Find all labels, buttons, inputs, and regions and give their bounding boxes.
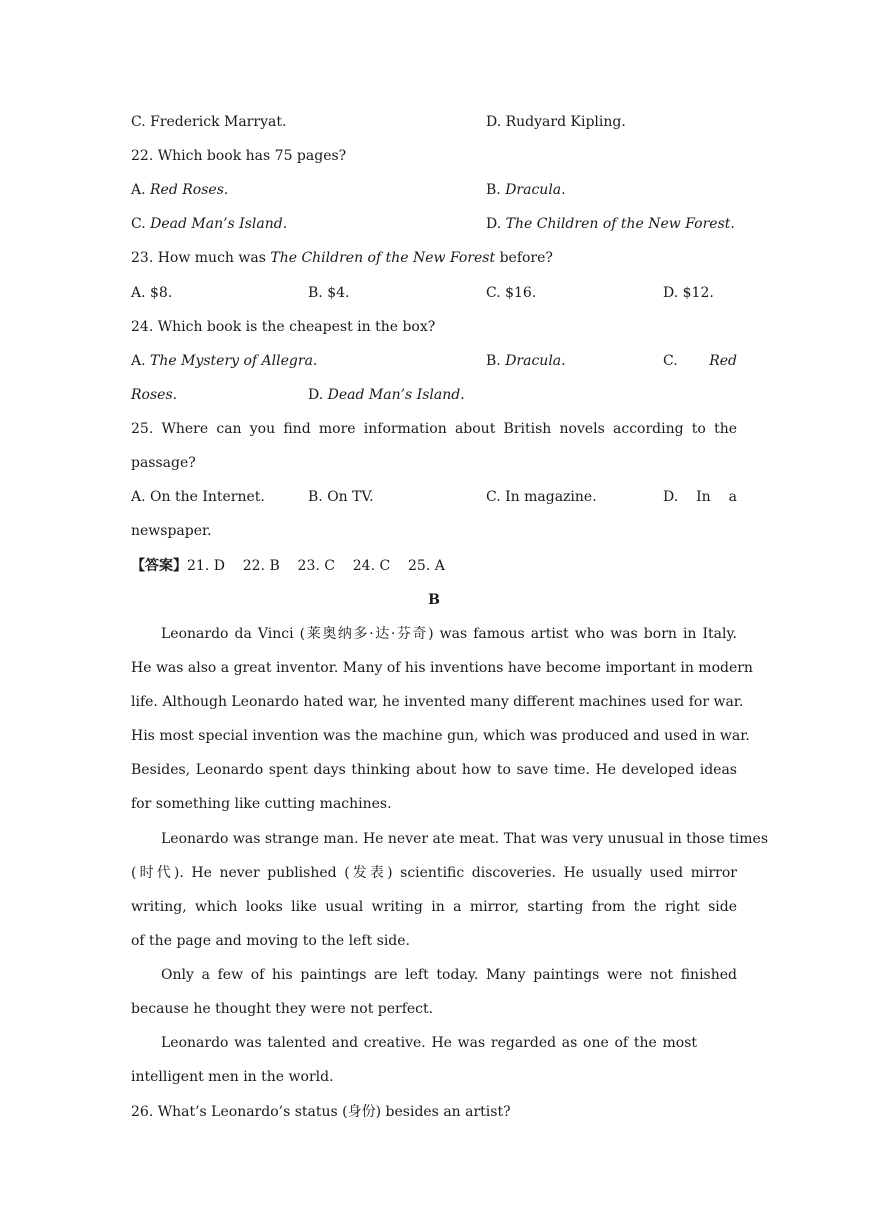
q22-option-a: A. Red Roses. <box>131 182 229 198</box>
passage-line <box>131 760 737 780</box>
q24-stem: 24. Which book is the cheapest in the box? <box>131 319 436 335</box>
book-title: Roses <box>131 387 173 403</box>
book-title: Dead Man’s Island <box>150 216 283 232</box>
passage-line: for something like cutting machines. <box>131 796 392 812</box>
book-title: The Children of the New Forest <box>270 250 496 266</box>
passage-line <box>131 1033 697 1053</box>
passage-line <box>131 897 737 917</box>
q25-stem-line-2: passage? <box>131 455 196 471</box>
line-text: life. Although Leonardo hated war, he invented many different machines used for war. <box>131 694 744 710</box>
option-prefix: A. <box>131 353 151 369</box>
line-text: Leonardo was talented and creative. He was regarded as one of the most <box>161 1035 697 1051</box>
book-title: Dracula <box>505 353 562 369</box>
book-title: Red <box>709 353 737 369</box>
document-page <box>131 0 768 1228</box>
q25-stem-line-1 <box>131 419 737 439</box>
q25-option-a: A. On the Internet. <box>131 489 265 505</box>
q24-option-d: D. Dead Man’s Island. <box>308 387 465 403</box>
book-title: Dracula <box>505 182 562 198</box>
q23-option-a: A. $8. <box>131 285 173 301</box>
option-prefix: B. <box>486 353 506 369</box>
q24-option-a: A. The Mystery of Allegra. <box>131 353 318 369</box>
passage-line <box>131 965 737 985</box>
q21-option-d: D. Rudyard Kipling. <box>486 114 626 130</box>
q23-stem <box>131 248 553 268</box>
q25-option-d: D. In a <box>663 489 737 505</box>
passage-line <box>131 624 737 644</box>
option-prefix: C. <box>131 216 151 232</box>
q22-option-b: B. Dracula. <box>486 182 566 198</box>
stem-text: 25. Where can you find more information about British novels according to the <box>131 421 737 437</box>
line-text: Leonardo da Vinci (莱奥纳多·达·芬奇) was famous artist who was born in Italy. <box>161 626 737 642</box>
q24-option-b: B. Dracula. <box>486 353 566 369</box>
line-text: Leonardo was strange man. He never ate meat. That was very unusual in those times <box>161 831 768 847</box>
book-title: The Mystery of Allegra <box>150 353 313 369</box>
section-heading: B <box>428 592 440 608</box>
book-title: Red Roses <box>150 182 224 198</box>
q24-option-c <box>663 351 737 371</box>
passage-line <box>131 726 750 746</box>
option-prefix: B. <box>486 182 506 198</box>
passage-line <box>131 692 744 712</box>
q25-option-d-continued: newspaper. <box>131 523 212 539</box>
q24-option-c-continued: Roses. <box>131 387 178 403</box>
q23-option-b: B. $4. <box>308 285 350 301</box>
answer-tag: 【答案】 <box>131 558 187 574</box>
q23-option-c: C. $16. <box>486 285 537 301</box>
passage-line: because he thought they were not perfect. <box>131 1001 434 1017</box>
q22-stem: 22. Which book has 75 pages? <box>131 148 347 164</box>
option-prefix: D. <box>486 216 506 232</box>
passage-line <box>131 829 768 849</box>
passage-line <box>131 863 737 883</box>
passage-line: intelligent men in the world. <box>131 1069 334 1085</box>
line-text: His most special invention was the machine gun, which was produced and used in war. <box>131 728 750 744</box>
line-text: writing, which looks like usual writing in a mirror, starting from the right side <box>131 899 737 915</box>
passage-line: of the page and moving to the left side. <box>131 933 411 949</box>
answer-key <box>131 556 445 576</box>
option-prefix: C. <box>663 353 678 369</box>
stem-text: 23. How much was <box>131 250 271 266</box>
passage-line <box>131 658 753 678</box>
book-title: The Children of the New Forest <box>505 216 731 232</box>
q23-option-d: D. $12. <box>663 285 714 301</box>
line-text: Besides, Leonardo spent days thinking about how to save time. He developed ideas <box>131 762 737 778</box>
q22-option-d: D. The Children of the New Forest. <box>486 216 735 232</box>
line-text: (时代). He never published (发表) scientific discoveries. He usually used mirror <box>131 865 737 881</box>
stem-text: before? <box>495 250 553 266</box>
q25-option-c: C. In magazine. <box>486 489 597 505</box>
q26-stem: 26. What’s Leonardo’s status (身份) besides an artist? <box>131 1104 511 1120</box>
q21-option-c: C. Frederick Marryat. <box>131 114 287 130</box>
answer-values: 21. D 22. B 23. C 24. C 25. A <box>187 558 445 574</box>
q22-option-c: C. Dead Man’s Island. <box>131 216 288 232</box>
option-prefix: A. <box>131 182 151 198</box>
line-text: Only a few of his paintings are left today. Many paintings were not finished <box>161 967 737 983</box>
q25-option-b: B. On TV. <box>308 489 374 505</box>
book-title: Dead Man’s Island <box>327 387 461 403</box>
line-text: He was also a great inventor. Many of his inventions have become important in modern <box>131 660 753 676</box>
option-prefix: D. <box>308 387 328 403</box>
